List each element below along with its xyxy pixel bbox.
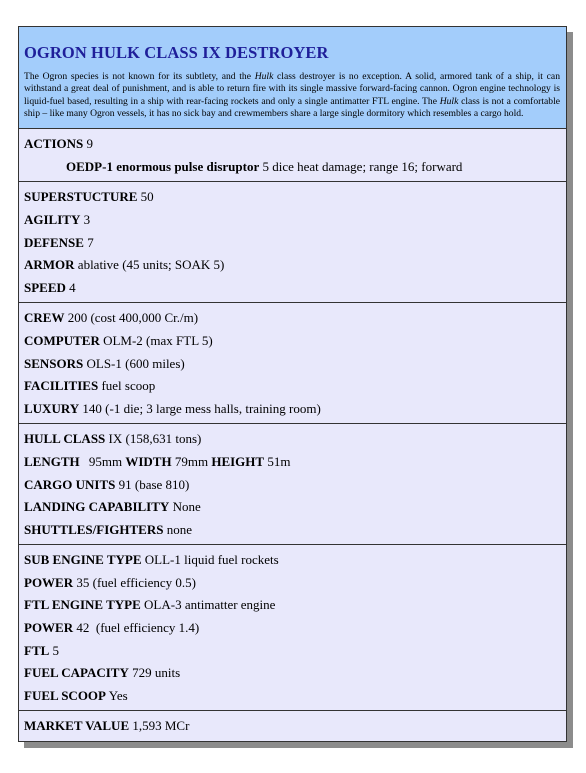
stat-row-fuel-scoop [24, 685, 561, 708]
stat-label: CARGO UNITS [24, 476, 116, 492]
actions-section [19, 129, 566, 182]
stat-row-shuttles [24, 519, 561, 542]
stat-row-luxury [24, 398, 561, 421]
stat-value: 140 (-1 die; 3 large mess halls, training room) [82, 400, 321, 416]
stat-label: HEIGHT [211, 453, 265, 469]
stat-label: POWER [24, 574, 74, 590]
stat-label: WIDTH [125, 453, 172, 469]
stat-label: SPEED [24, 279, 66, 295]
stat-row-landing [24, 496, 561, 519]
stat-value: ablative (45 units; SOAK 5) [77, 257, 225, 273]
stat-label: FTL ENGINE TYPE [24, 597, 141, 613]
stat-label: SUPERSTUCTURE [24, 189, 138, 205]
stat-value: 7 [87, 234, 94, 250]
stat-row-market-value [24, 715, 561, 738]
desc-italic: Hulk [254, 71, 274, 82]
stat-label: SUB ENGINE TYPE [24, 552, 142, 568]
stat-value: 729 units [132, 665, 181, 681]
stat-value: 5 [52, 642, 60, 658]
stat-value: 51m [267, 453, 291, 469]
weapon-label: OEDP-1 enormous pulse disruptor [66, 158, 260, 174]
stat-row-agility [24, 209, 561, 232]
stat-row-hull-class [24, 428, 561, 451]
stat-label: CREW [24, 310, 65, 326]
stat-value: 35 (fuel efficiency 0.5) [76, 574, 196, 590]
stat-row-crew [24, 307, 561, 330]
stat-value: fuel scoop [101, 378, 156, 394]
weapon-row [24, 156, 561, 179]
stat-label: FTL [24, 642, 50, 658]
stat-label: LANDING CAPABILITY [24, 499, 170, 515]
desc-text: class destroyer is no exception. A solid, armored tank of a ship, it can withstand a great deal of punishment, and is able to return fire with its single massive forward-facing cannon. Ogron engine technology is liquid-fuel based, resulting in a ship with rear-facing rockets and only a single antimatter FTL engine. The [24, 71, 560, 107]
stat-row-cargo [24, 474, 561, 497]
stat-label: HULL CLASS [24, 431, 106, 447]
desc-text: The Ogron species is not known for its subtlety, and the [24, 71, 255, 82]
stat-row-fuel-capacity [24, 662, 561, 685]
stat-label: DEFENSE [24, 234, 84, 250]
ship-stat-card [18, 26, 567, 742]
stat-label: LUXURY [24, 400, 80, 416]
stat-value: 79mm [174, 453, 209, 469]
stat-row-ftl-power [24, 617, 561, 640]
defense-section [19, 182, 566, 303]
stat-row-sub-engine [24, 549, 561, 572]
stat-value: OLM-2 (max FTL 5) [103, 332, 213, 348]
stat-row-computer [24, 330, 561, 353]
stat-label: ARMOR [24, 257, 75, 273]
hull-section [19, 424, 566, 545]
ship-description [24, 71, 560, 120]
stat-row-defense [24, 232, 561, 255]
stat-value: OLL-1 liquid fuel rockets [144, 552, 279, 568]
desc-italic: Hulk [439, 95, 459, 107]
stat-value: OLA-3 antimatter engine [144, 597, 276, 613]
stat-row-facilities [24, 375, 561, 398]
stat-row-ftl-engine [24, 594, 561, 617]
stat-label: COMPUTER [24, 332, 100, 348]
stat-label: SHUTTLES/FIGHTERS [24, 521, 164, 537]
stat-row-armor [24, 254, 561, 277]
weapon-value: 5 dice heat damage; range 16; forward [262, 158, 463, 174]
stat-value: 3 [83, 211, 91, 227]
stat-row-sensors [24, 353, 561, 376]
stat-row-actions [24, 133, 561, 156]
stat-label: POWER [24, 620, 74, 636]
systems-section [19, 303, 566, 424]
stat-label: AGILITY [24, 211, 81, 227]
stat-value: 9 [86, 136, 93, 152]
stat-label: LENGTH [24, 453, 80, 469]
stat-value: None [172, 499, 201, 515]
stat-row-dimensions [24, 451, 561, 474]
stat-value: none [166, 521, 192, 537]
stat-label: FACILITIES [24, 378, 99, 394]
stat-value: 200 (cost 400,000 Cr./m) [67, 310, 199, 326]
stat-value: 95mm [88, 453, 123, 469]
stat-value: IX (158,631 tons) [108, 431, 202, 447]
ship-header [19, 27, 566, 129]
stat-value: Yes [108, 687, 128, 703]
stat-label: FUEL SCOOP [24, 687, 106, 703]
stat-row-sub-power [24, 572, 561, 595]
stat-value: OLS-1 (600 miles) [86, 355, 185, 371]
stat-value: 91 (base 810) [118, 476, 190, 492]
stat-row-ftl [24, 640, 561, 663]
market-section [19, 711, 566, 741]
stat-label: SENSORS [24, 355, 84, 371]
desc-text: class is not a comfortable ship – like many Ogron vessels, it has no sick bay and crewmembers share a large single dormitory which resembles a cargo hold. [24, 95, 560, 119]
stat-value: 4 [69, 279, 76, 295]
stat-row-speed [24, 277, 561, 300]
stat-value: 42 (fuel efficiency 1.4) [76, 620, 200, 636]
stat-value: 1,593 MCr [132, 718, 190, 734]
stat-label: FUEL CAPACITY [24, 665, 129, 681]
stat-label: ACTIONS [24, 136, 84, 152]
ship-title: OGRON HULK CLASS IX DESTROYER [24, 43, 329, 62]
stat-label: MARKET VALUE [24, 718, 130, 734]
stat-row-superstructure [24, 186, 561, 209]
stat-value: 50 [140, 189, 154, 205]
engines-section [19, 545, 566, 711]
